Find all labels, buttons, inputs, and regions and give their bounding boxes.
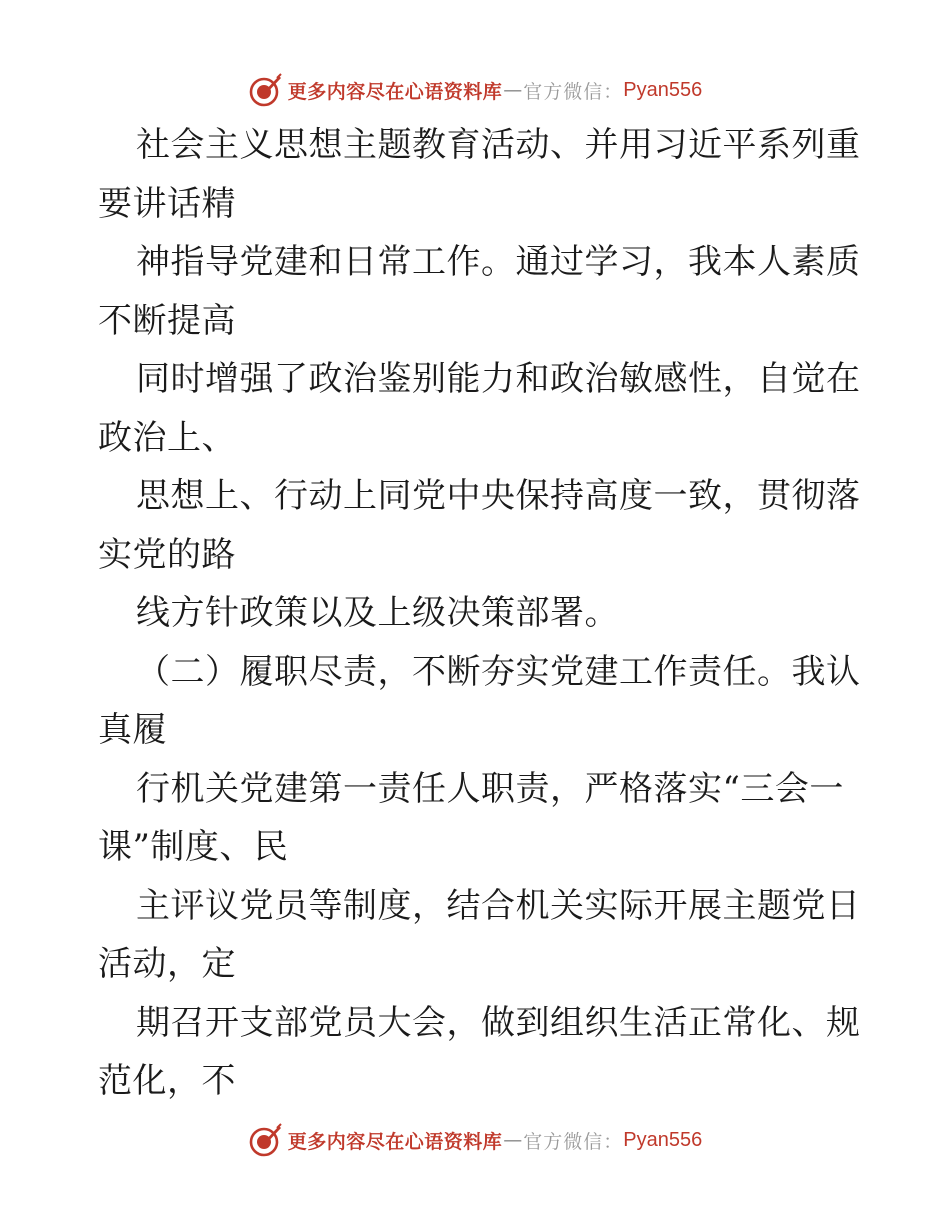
watermark-brand: 更多内容尽在心语资料库	[287, 1130, 503, 1153]
text-line: 要讲话精	[98, 183, 236, 224]
text-line: 真履	[98, 710, 167, 750]
watermark-label: 官方微信：	[523, 80, 624, 103]
text-line: 同时增强了政治鉴别能力和政治敏感性，自觉在	[136, 359, 861, 399]
watermark-account: Pyan556	[623, 78, 703, 101]
text-line: 政治上、	[98, 417, 236, 458]
text-line: 期召开支部党员大会，做到组织生活正常化、规	[136, 1002, 861, 1043]
text-line: 范化，不	[98, 1061, 236, 1101]
quill-logo-icon	[248, 1122, 284, 1158]
text-line: 不断提高	[98, 300, 236, 341]
watermark-label: 官方微信：	[523, 1130, 624, 1153]
watermark-account: Pyan556	[623, 1128, 703, 1151]
text-line: 实党的路	[98, 534, 236, 575]
text-line: 活动，定	[98, 944, 236, 984]
footer-watermark	[0, 1120, 950, 1160]
text-line: 课”制度、民	[98, 827, 289, 867]
text-line: 神指导党建和日常工作。通过学习，我本人素质	[136, 242, 861, 282]
watermark-separator: —	[503, 1129, 523, 1151]
text-line: （二）履职尽责，不断夯实党建工作责任。我认	[136, 651, 861, 692]
header-watermark	[0, 70, 950, 110]
quill-logo-icon	[248, 72, 284, 108]
text-line: 主评议党员等制度，结合机关实际开展主题党日	[136, 885, 861, 926]
text-line: 线方针政策以及上级决策部署。	[136, 593, 619, 633]
text-line: 行机关党建第一责任人职责，严格落实“三会一	[136, 768, 844, 809]
watermark-separator: —	[503, 79, 523, 101]
text-line: 社会主义思想主题教育活动、并用习近平系列重	[136, 125, 861, 165]
watermark-brand: 更多内容尽在心语资料库	[287, 80, 503, 103]
text-line: 思想上、行动上同党中央保持高度一致，贯彻落	[136, 476, 861, 516]
document-body	[98, 116, 861, 1111]
